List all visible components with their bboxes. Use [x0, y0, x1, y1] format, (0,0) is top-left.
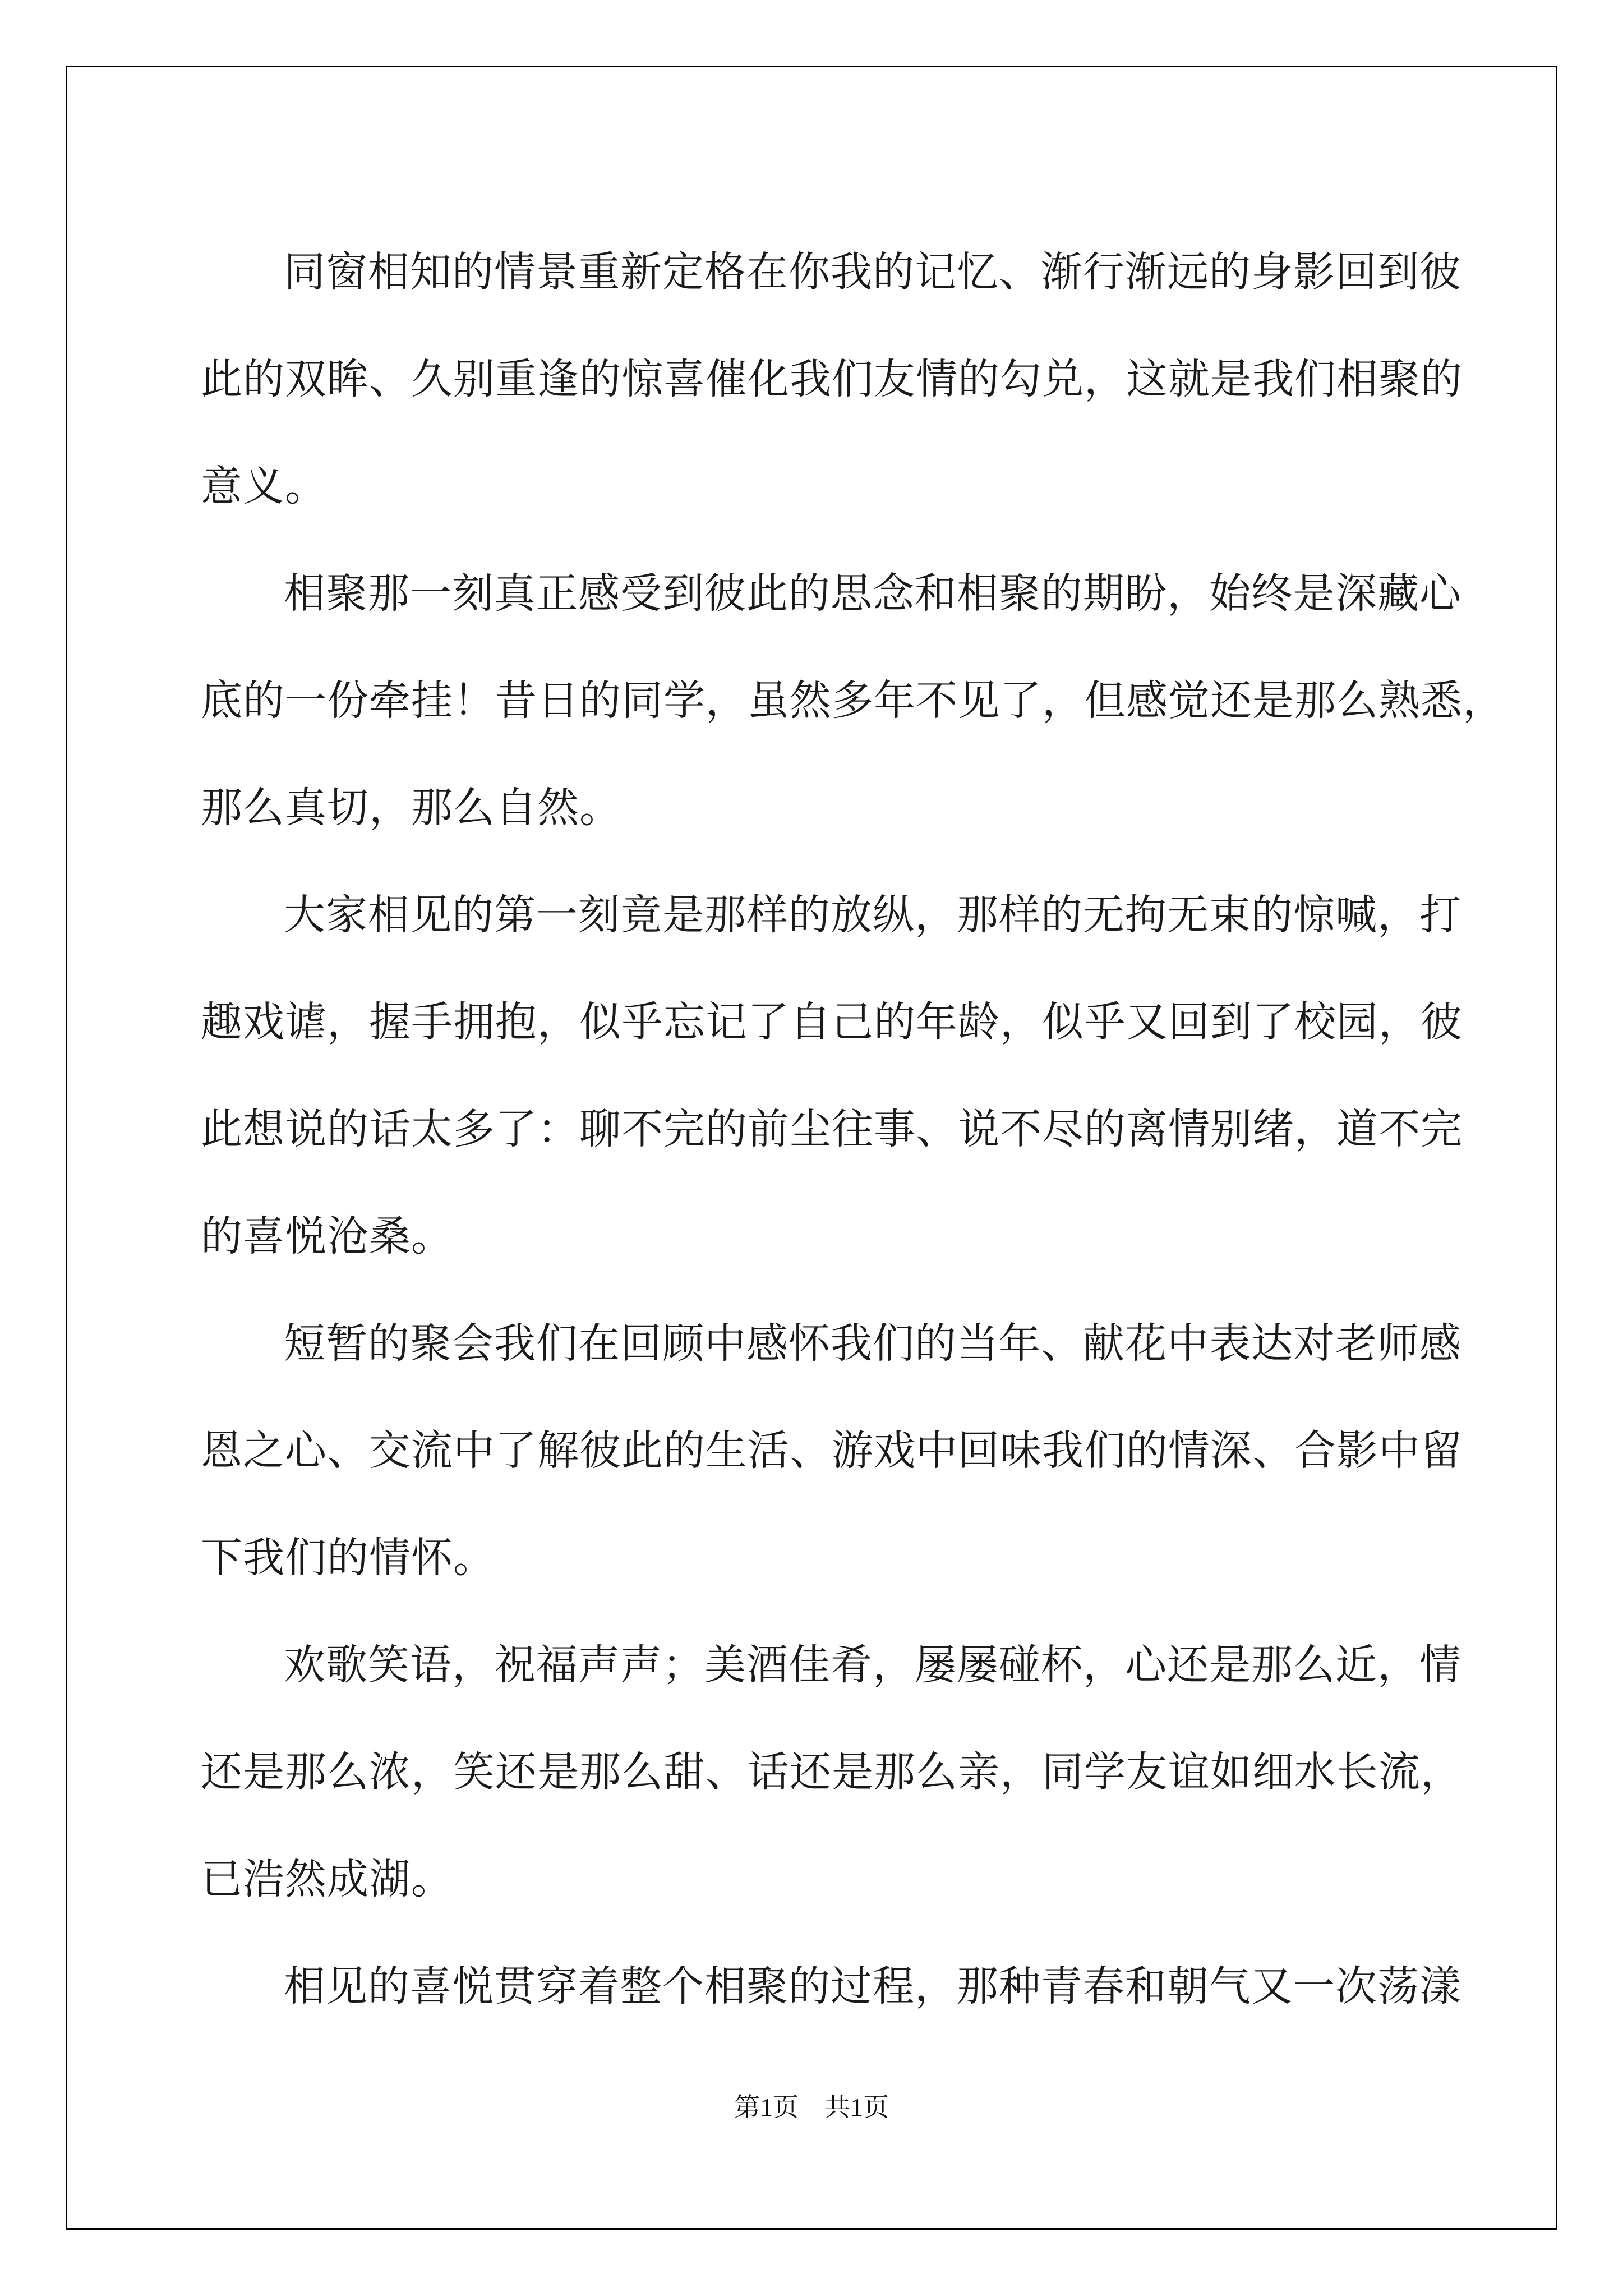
text-line: 已浩然成湖。	[201, 1855, 453, 1903]
text-line: 还是那么浓，笑还是那么甜、话还是那么亲，同学友谊如细水长流，	[201, 1748, 1463, 1796]
text-line: 那么真切，那么自然。	[201, 784, 621, 832]
text-line: 相聚那一刻真正感受到彼此的思念和相聚的期盼，始终是深藏心	[284, 569, 1461, 618]
text-line: 底的一份牵挂！昔日的同学，虽然多年不见了，但感觉还是那么熟悉，	[201, 677, 1505, 725]
text-line: 相见的喜悦贯穿着整个相聚的过程，那种青春和朝气又一次荡漾	[284, 1962, 1461, 2010]
text-line: 趣戏谑，握手拥抱，似乎忘记了自己的年龄，似乎又回到了校园，彼	[201, 998, 1463, 1046]
text-line: 大家相见的第一刻竟是那样的放纵，那样的无拘无束的惊喊，打	[284, 891, 1461, 939]
text-line: 的喜悦沧桑。	[201, 1212, 453, 1260]
paragraph	[201, 540, 1505, 862]
page-number-label: 第1页 共1页	[734, 2093, 889, 2122]
text-line: 此想说的话太多了：聊不完的前尘往事、说不尽的离情别绪，道不完	[201, 1105, 1463, 1153]
text-line: 意义。	[201, 462, 327, 510]
text-line: 下我们的情怀。	[201, 1534, 495, 1582]
paragraph	[201, 1290, 1463, 1612]
page-number-footer	[0, 2087, 1623, 2124]
text-line: 恩之心、交流中了解彼此的生活、游戏中回味我们的情深、合影中留	[201, 1427, 1463, 1475]
text-line: 此的双眸、久别重逢的惊喜催化我们友情的勾兑，这就是我们相聚的	[201, 355, 1463, 403]
text-line: 同窗相知的情景重新定格在你我的记忆、渐行渐远的身影回到彼	[284, 248, 1461, 296]
text-line: 欢歌笑语，祝福声声；美酒佳肴，屡屡碰杯，心还是那么近，情	[284, 1641, 1461, 1689]
paragraph	[201, 1612, 1463, 1933]
document-body	[201, 219, 1505, 2040]
paragraph	[201, 1933, 1461, 2040]
paragraph	[201, 862, 1463, 1290]
paragraph	[201, 219, 1463, 540]
text-line: 短暂的聚会我们在回顾中感怀我们的当年、献花中表达对老师感	[284, 1319, 1461, 1368]
